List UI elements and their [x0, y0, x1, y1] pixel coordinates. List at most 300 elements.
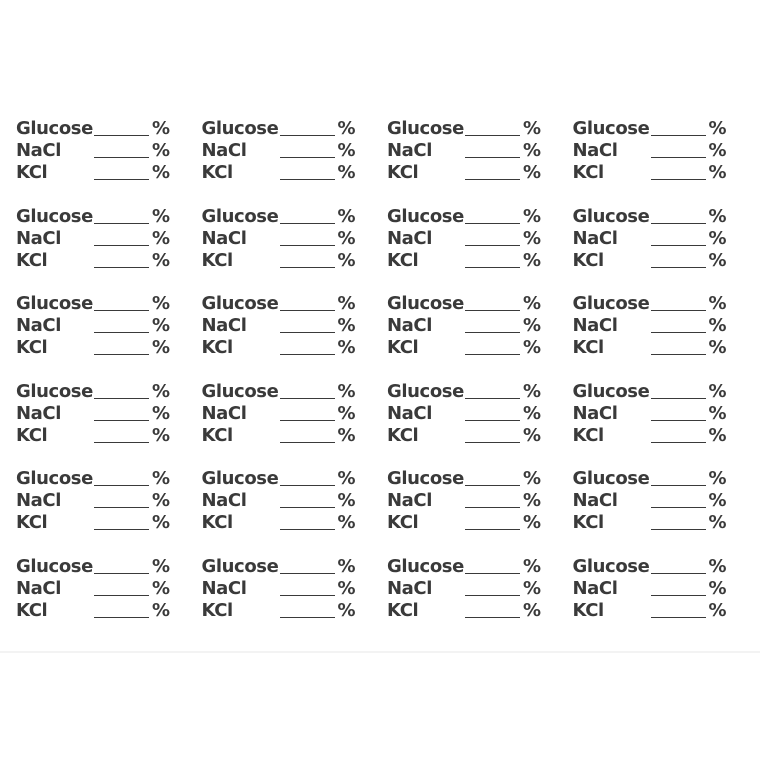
- percent-sign: %: [708, 162, 727, 183]
- label-line-kcl: [202, 425, 357, 447]
- ingredient-name: NaCl: [387, 577, 432, 599]
- percent-sign: %: [152, 118, 170, 139]
- concentration-label: [387, 293, 572, 380]
- fill-in-blank: [94, 398, 149, 399]
- label-line-nacl: [387, 315, 542, 337]
- fill-in-blank: [94, 529, 149, 530]
- percent-sign: %: [708, 140, 727, 161]
- concentration-label: [16, 293, 201, 380]
- fill-in-blank: [94, 332, 149, 333]
- ingredient-name: NaCl: [201, 490, 247, 511]
- fill-in-blank: [465, 135, 520, 136]
- ingredient-name: NaCl: [572, 402, 618, 424]
- percent-sign: %: [152, 512, 170, 533]
- label-line-nacl: [387, 403, 542, 425]
- fill-in-blank: [94, 267, 149, 268]
- ingredient-name: Glucose: [572, 380, 650, 402]
- percent-sign: %: [523, 577, 541, 599]
- label-line-kcl: [387, 250, 542, 272]
- label-line-kcl: [16, 600, 171, 622]
- fill-in-blank: [651, 354, 706, 355]
- fill-in-blank: [94, 420, 149, 421]
- percent-sign: %: [708, 293, 727, 314]
- label-line-nacl: [387, 140, 542, 162]
- percent-sign: %: [337, 293, 356, 314]
- fill-in-blank: [651, 223, 706, 224]
- label-line-nacl: [573, 228, 728, 250]
- percent-sign: %: [708, 577, 727, 599]
- concentration-label: [387, 206, 572, 293]
- percent-sign: %: [708, 249, 727, 271]
- label-line-kcl: [573, 162, 728, 184]
- percent-sign: %: [337, 315, 356, 336]
- fill-in-blank: [280, 310, 335, 311]
- ingredient-name: NaCl: [201, 315, 247, 336]
- fill-in-blank: [94, 223, 149, 224]
- ingredient-name: KCl: [201, 424, 233, 446]
- label-line-kcl: [573, 600, 728, 622]
- percent-sign: %: [523, 424, 541, 446]
- ingredient-name: Glucose: [387, 468, 464, 489]
- ingredient-name: Glucose: [572, 205, 650, 227]
- percent-sign: %: [523, 337, 541, 358]
- percent-sign: %: [337, 337, 356, 358]
- percent-sign: %: [523, 555, 541, 577]
- ingredient-name: NaCl: [16, 402, 61, 424]
- percent-sign: %: [523, 599, 541, 621]
- label-line-glucose: [387, 468, 542, 490]
- percent-sign: %: [523, 402, 541, 424]
- fill-in-blank: [651, 398, 706, 399]
- percent-sign: %: [708, 468, 727, 489]
- ingredient-name: NaCl: [16, 490, 61, 511]
- percent-sign: %: [152, 424, 170, 446]
- percent-sign: %: [337, 512, 356, 533]
- fill-in-blank: [280, 507, 335, 508]
- concentration-label: [202, 468, 387, 555]
- percent-sign: %: [708, 490, 727, 511]
- label-line-kcl: [573, 337, 728, 359]
- label-line-nacl: [16, 140, 171, 162]
- ingredient-name: Glucose: [387, 205, 464, 227]
- fill-in-blank: [465, 267, 520, 268]
- fill-in-blank: [280, 595, 335, 596]
- ingredient-name: KCl: [201, 512, 233, 533]
- concentration-label: [16, 468, 201, 555]
- label-line-glucose: [202, 118, 357, 140]
- fill-in-blank: [465, 245, 520, 246]
- percent-sign: %: [337, 205, 356, 227]
- ingredient-name: NaCl: [387, 227, 432, 249]
- ingredient-name: NaCl: [572, 315, 618, 336]
- ingredient-name: NaCl: [16, 227, 61, 249]
- ingredient-name: NaCl: [387, 140, 432, 161]
- label-line-glucose: [16, 206, 171, 228]
- label-line-kcl: [202, 600, 357, 622]
- label-line-kcl: [387, 337, 542, 359]
- label-line-nacl: [16, 490, 171, 512]
- ingredient-name: KCl: [201, 599, 233, 621]
- percent-sign: %: [708, 555, 727, 577]
- label-line-nacl: [202, 578, 357, 600]
- fill-in-blank: [465, 507, 520, 508]
- percent-sign: %: [152, 337, 170, 358]
- percent-sign: %: [152, 468, 170, 489]
- fill-in-blank: [94, 135, 149, 136]
- label-line-kcl: [387, 512, 542, 534]
- percent-sign: %: [337, 402, 356, 424]
- fill-in-blank: [280, 267, 335, 268]
- label-line-nacl: [16, 315, 171, 337]
- label-line-glucose: [573, 381, 728, 403]
- concentration-label: [202, 293, 387, 380]
- percent-sign: %: [708, 118, 727, 139]
- ingredient-name: Glucose: [16, 205, 93, 227]
- label-line-kcl: [202, 250, 357, 272]
- label-line-glucose: [573, 468, 728, 490]
- label-line-glucose: [202, 556, 357, 578]
- fill-in-blank: [94, 179, 149, 180]
- ingredient-name: Glucose: [387, 380, 464, 402]
- fill-in-blank: [465, 529, 520, 530]
- label-line-glucose: [16, 556, 171, 578]
- percent-sign: %: [337, 380, 356, 402]
- percent-sign: %: [708, 337, 727, 358]
- label-line-nacl: [387, 228, 542, 250]
- ingredient-name: NaCl: [572, 227, 618, 249]
- label-line-kcl: [573, 425, 728, 447]
- percent-sign: %: [708, 205, 727, 227]
- ingredient-name: NaCl: [16, 315, 61, 336]
- label-line-kcl: [573, 250, 728, 272]
- percent-sign: %: [152, 162, 170, 183]
- fill-in-blank: [280, 420, 335, 421]
- ingredient-name: NaCl: [201, 402, 247, 424]
- label-line-glucose: [573, 118, 728, 140]
- ingredient-name: Glucose: [201, 468, 279, 489]
- fill-in-blank: [280, 135, 335, 136]
- sheet-bottom-edge: [0, 651, 760, 653]
- percent-sign: %: [523, 249, 541, 271]
- ingredient-name: KCl: [16, 424, 48, 446]
- ingredient-name: NaCl: [387, 490, 432, 511]
- percent-sign: %: [152, 577, 170, 599]
- fill-in-blank: [280, 398, 335, 399]
- ingredient-name: NaCl: [16, 577, 61, 599]
- ingredient-name: KCl: [572, 337, 604, 358]
- concentration-label: [573, 556, 758, 643]
- concentration-label: [573, 293, 758, 380]
- concentration-label: [202, 118, 387, 205]
- percent-sign: %: [523, 140, 541, 161]
- fill-in-blank: [651, 157, 706, 158]
- ingredient-name: NaCl: [387, 315, 432, 336]
- fill-in-blank: [94, 310, 149, 311]
- label-line-glucose: [387, 206, 542, 228]
- fill-in-blank: [651, 332, 706, 333]
- percent-sign: %: [708, 315, 727, 336]
- fill-in-blank: [465, 573, 520, 574]
- label-line-nacl: [573, 490, 728, 512]
- label-line-kcl: [387, 425, 542, 447]
- percent-sign: %: [337, 424, 356, 446]
- ingredient-name: KCl: [16, 337, 48, 358]
- percent-sign: %: [152, 380, 170, 402]
- fill-in-blank: [651, 529, 706, 530]
- ingredient-name: KCl: [387, 424, 419, 446]
- fill-in-blank: [94, 157, 149, 158]
- fill-in-blank: [465, 398, 520, 399]
- ingredient-name: Glucose: [387, 293, 464, 314]
- label-line-glucose: [387, 118, 542, 140]
- fill-in-blank: [280, 245, 335, 246]
- percent-sign: %: [337, 118, 356, 139]
- fill-in-blank: [465, 617, 520, 618]
- label-line-nacl: [202, 403, 357, 425]
- percent-sign: %: [337, 577, 356, 599]
- percent-sign: %: [708, 380, 727, 402]
- concentration-label: [573, 206, 758, 293]
- ingredient-name: Glucose: [201, 380, 279, 402]
- ingredient-name: NaCl: [572, 577, 618, 599]
- concentration-label: [387, 468, 572, 555]
- fill-in-blank: [94, 485, 149, 486]
- fill-in-blank: [465, 157, 520, 158]
- percent-sign: %: [152, 490, 170, 511]
- fill-in-blank: [280, 223, 335, 224]
- ingredient-name: Glucose: [16, 380, 93, 402]
- label-line-kcl: [16, 512, 171, 534]
- ingredient-name: NaCl: [387, 402, 432, 424]
- concentration-label: [202, 206, 387, 293]
- ingredient-name: NaCl: [201, 227, 247, 249]
- ingredient-name: KCl: [572, 162, 604, 183]
- percent-sign: %: [152, 315, 170, 336]
- percent-sign: %: [523, 227, 541, 249]
- label-line-kcl: [202, 162, 357, 184]
- label-line-glucose: [573, 293, 728, 315]
- label-line-kcl: [202, 512, 357, 534]
- ingredient-name: Glucose: [387, 118, 464, 139]
- percent-sign: %: [708, 599, 727, 621]
- label-line-nacl: [573, 140, 728, 162]
- percent-sign: %: [152, 205, 170, 227]
- label-line-glucose: [387, 556, 542, 578]
- percent-sign: %: [708, 424, 727, 446]
- label-line-nacl: [202, 490, 357, 512]
- concentration-label: [16, 118, 201, 205]
- label-line-kcl: [202, 337, 357, 359]
- concentration-label: [202, 556, 387, 643]
- ingredient-name: Glucose: [572, 293, 650, 314]
- fill-in-blank: [94, 507, 149, 508]
- ingredient-name: KCl: [572, 424, 604, 446]
- fill-in-blank: [280, 332, 335, 333]
- label-line-nacl: [573, 578, 728, 600]
- fill-in-blank: [280, 354, 335, 355]
- label-line-nacl: [573, 315, 728, 337]
- label-line-kcl: [16, 250, 171, 272]
- fill-in-blank: [94, 354, 149, 355]
- percent-sign: %: [152, 140, 170, 161]
- label-line-glucose: [16, 381, 171, 403]
- fill-in-blank: [465, 310, 520, 311]
- label-line-nacl: [202, 140, 357, 162]
- percent-sign: %: [523, 118, 541, 139]
- percent-sign: %: [337, 468, 356, 489]
- ingredient-name: Glucose: [201, 205, 279, 227]
- ingredient-name: KCl: [16, 599, 48, 621]
- label-line-glucose: [202, 468, 357, 490]
- ingredient-name: KCl: [201, 337, 233, 358]
- fill-in-blank: [94, 573, 149, 574]
- percent-sign: %: [152, 402, 170, 424]
- ingredient-name: NaCl: [201, 140, 247, 161]
- label-line-nacl: [387, 490, 542, 512]
- ingredient-name: Glucose: [16, 468, 93, 489]
- label-line-glucose: [16, 293, 171, 315]
- ingredient-name: Glucose: [572, 468, 650, 489]
- percent-sign: %: [523, 468, 541, 489]
- percent-sign: %: [523, 205, 541, 227]
- ingredient-name: KCl: [201, 249, 233, 271]
- fill-in-blank: [465, 442, 520, 443]
- ingredient-name: NaCl: [572, 490, 618, 511]
- label-sheet: [0, 108, 760, 653]
- concentration-label: [573, 118, 758, 205]
- percent-sign: %: [523, 512, 541, 533]
- fill-in-blank: [651, 442, 706, 443]
- ingredient-name: KCl: [387, 249, 419, 271]
- fill-in-blank: [651, 179, 706, 180]
- percent-sign: %: [337, 249, 356, 271]
- percent-sign: %: [152, 293, 170, 314]
- fill-in-blank: [465, 485, 520, 486]
- fill-in-blank: [280, 157, 335, 158]
- percent-sign: %: [523, 293, 541, 314]
- label-line-glucose: [573, 556, 728, 578]
- label-line-nacl: [387, 578, 542, 600]
- percent-sign: %: [152, 599, 170, 621]
- ingredient-name: KCl: [387, 599, 419, 621]
- fill-in-blank: [94, 245, 149, 246]
- ingredient-name: KCl: [16, 512, 48, 533]
- label-line-glucose: [387, 381, 542, 403]
- label-line-nacl: [16, 403, 171, 425]
- percent-sign: %: [152, 555, 170, 577]
- concentration-label: [387, 556, 572, 643]
- fill-in-blank: [651, 573, 706, 574]
- concentration-label: [387, 118, 572, 205]
- fill-in-blank: [465, 420, 520, 421]
- fill-in-blank: [651, 420, 706, 421]
- ingredient-name: Glucose: [572, 118, 650, 139]
- concentration-label: [573, 381, 758, 468]
- ingredient-name: KCl: [572, 249, 604, 271]
- fill-in-blank: [651, 245, 706, 246]
- fill-in-blank: [651, 595, 706, 596]
- ingredient-name: KCl: [387, 512, 419, 533]
- label-line-glucose: [16, 468, 171, 490]
- fill-in-blank: [651, 617, 706, 618]
- ingredient-name: Glucose: [387, 555, 464, 577]
- label-line-kcl: [573, 512, 728, 534]
- fill-in-blank: [94, 442, 149, 443]
- ingredient-name: KCl: [16, 162, 48, 183]
- fill-in-blank: [465, 223, 520, 224]
- ingredient-name: NaCl: [572, 140, 618, 161]
- ingredient-name: KCl: [572, 599, 604, 621]
- label-line-nacl: [573, 403, 728, 425]
- fill-in-blank: [280, 485, 335, 486]
- percent-sign: %: [337, 599, 356, 621]
- ingredient-name: Glucose: [16, 555, 93, 577]
- ingredient-name: NaCl: [16, 140, 61, 161]
- label-line-glucose: [573, 206, 728, 228]
- ingredient-name: KCl: [387, 162, 419, 183]
- label-line-glucose: [202, 381, 357, 403]
- percent-sign: %: [337, 140, 356, 161]
- percent-sign: %: [337, 490, 356, 511]
- ingredient-name: Glucose: [201, 555, 279, 577]
- ingredient-name: NaCl: [201, 577, 247, 599]
- label-line-kcl: [387, 600, 542, 622]
- percent-sign: %: [523, 315, 541, 336]
- label-line-glucose: [16, 118, 171, 140]
- ingredient-name: Glucose: [201, 118, 279, 139]
- percent-sign: %: [708, 402, 727, 424]
- label-line-glucose: [202, 293, 357, 315]
- percent-sign: %: [523, 490, 541, 511]
- percent-sign: %: [523, 162, 541, 183]
- fill-in-blank: [651, 485, 706, 486]
- percent-sign: %: [152, 249, 170, 271]
- label-line-kcl: [16, 162, 171, 184]
- fill-in-blank: [651, 310, 706, 311]
- label-line-glucose: [387, 293, 542, 315]
- concentration-label: [16, 381, 201, 468]
- percent-sign: %: [337, 162, 356, 183]
- ingredient-name: Glucose: [201, 293, 279, 314]
- fill-in-blank: [94, 617, 149, 618]
- concentration-label: [202, 381, 387, 468]
- fill-in-blank: [94, 595, 149, 596]
- fill-in-blank: [465, 595, 520, 596]
- fill-in-blank: [280, 617, 335, 618]
- ingredient-name: KCl: [387, 337, 419, 358]
- concentration-label: [573, 468, 758, 555]
- fill-in-blank: [465, 332, 520, 333]
- percent-sign: %: [152, 227, 170, 249]
- fill-in-blank: [651, 507, 706, 508]
- ingredient-name: KCl: [201, 162, 233, 183]
- percent-sign: %: [708, 512, 727, 533]
- label-line-nacl: [16, 228, 171, 250]
- label-line-kcl: [16, 337, 171, 359]
- percent-sign: %: [523, 380, 541, 402]
- fill-in-blank: [280, 442, 335, 443]
- label-line-kcl: [16, 425, 171, 447]
- concentration-label: [16, 206, 201, 293]
- ingredient-name: Glucose: [572, 555, 650, 577]
- label-line-nacl: [16, 578, 171, 600]
- ingredient-name: Glucose: [16, 118, 93, 139]
- fill-in-blank: [651, 267, 706, 268]
- label-line-glucose: [202, 206, 357, 228]
- percent-sign: %: [337, 555, 356, 577]
- concentration-label: [387, 381, 572, 468]
- fill-in-blank: [651, 135, 706, 136]
